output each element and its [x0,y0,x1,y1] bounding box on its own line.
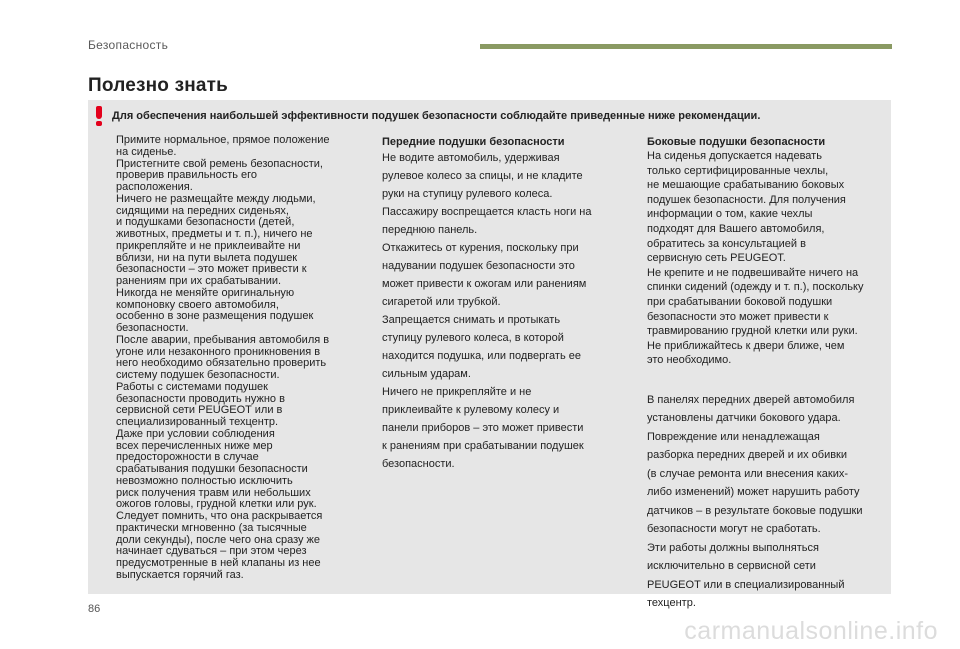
text-line: переднюю панель. [382,224,478,236]
text-line: Не водите автомобиль, удерживая [382,152,560,164]
text-line: исключительно в сервисной сети [647,560,816,573]
text-line: предосторожности в случае [116,451,259,464]
section-accent-bar [480,44,892,49]
column-front-airbags [382,135,622,473]
text-line: На сиденья допускается надевать [647,150,822,162]
text-line: вблизи, ни на пути вылета подушек [116,251,298,264]
text-line: (в случае ремонта или внесения каких- [647,467,849,480]
exclamation-icon [94,106,104,126]
text-line: обратитесь за консультацией в [647,237,806,250]
text-line: надувании подушек безопасности это [382,260,575,272]
text-line: рулевое колесо за спицы, и не кладите [382,170,583,182]
column-side-airbags [647,135,887,613]
text-line: Пассажиру воспрещается класть ноги на [382,206,592,218]
text-line: не мешающие срабатыванию боковых [647,179,845,192]
text-line: животных, предметы и т. п.), ничего не [116,228,313,240]
section-header: Безопасность [88,38,169,52]
side-airbags-body [647,149,887,368]
text-line: сигаретой или трубкой. [382,296,501,308]
text-line: безопасности. [116,322,189,334]
text-line: подходят для Вашего автомобиля, [647,222,825,235]
text-line: руки на ступицу рулевого колеса. [382,188,553,200]
text-line: находится подушка, или подвергать ее [382,350,581,362]
text-line: Пристегните свой ремень безопасности, [116,157,323,170]
text-line: ранениям при их срабатывании. [116,275,282,287]
text-line: практически мгновенно (за тысячные [116,521,307,534]
text-line: Даже при условии соблюдения [116,427,275,440]
text-line: срабатывания подушки безопасности [116,463,308,475]
text-line: сильным ударам. [382,368,471,380]
text-line: ожогов головы, грудной клетки или рук. [116,498,317,511]
text-line: Эти работы должны выполняться [647,541,819,554]
text-line: PEUGEOT или в специализированный [647,578,845,591]
side-airbags-heading: Боковые подушки безопасности [647,136,826,148]
column-general [116,135,356,582]
text-line: выпускается горячий газ. [116,568,244,581]
text-line: угоне или незаконного проникновения в [116,345,321,358]
text-line: безопасности. [382,458,455,470]
text-line: Никогда не меняйте оригинальную [116,286,295,299]
text-line: сервисной сети PEUGEOT или в [116,404,283,417]
text-line: Примите нормальное, прямое положение [116,134,330,146]
text-line: и подушками безопасности (детей, [116,216,295,229]
text-line: Не приближайтесь к двери ближе, чем [647,339,845,352]
text-line: него необходимо обязательно проверить [116,357,327,370]
text-line: невозможно полностью исключить [116,474,293,487]
text-line: риск получения травм или небольших [116,486,311,499]
text-line: Откажитесь от курения, поскольку при [382,242,579,254]
text-line: к ранениям при срабатывании подушек [382,440,584,452]
text-line: сервисную сеть PEUGEOT. [647,252,786,265]
text-line: подушек безопасности. Для получения [647,193,846,206]
column-general-body [116,135,356,582]
text-line: травмированию грудной клетки или руки. [647,325,858,338]
text-line: ступицу рулевого колеса, в которой [382,332,564,344]
text-line: безопасности проводить нужно в [116,392,285,405]
text-line: После аварии, пребывания автомобиля в [116,333,330,346]
text-line: только сертифицированные чехлы, [647,164,829,177]
text-line: предусмотренные в ней клапаны из нее [116,557,321,569]
front-airbags-body [382,149,622,473]
text-line: это необходимо. [647,354,732,367]
text-line: Запрещается снимать и протыкать [382,314,561,326]
page-title: Полезно знать [88,75,229,96]
text-line: всех перечисленных ниже мер [116,439,273,452]
warning-text: Для обеспечения наибольшей эффективности подушек безопасности соблюдайте приведенные ниже рекомендации. [112,110,761,122]
text-line: расположения. [116,181,193,193]
text-line: сидящими на передних сиденьях, [116,204,289,217]
text-line: при срабатывании боковой подушки [647,295,833,308]
text-line: Ничего не прикрепляйте и не [382,386,532,398]
text-line: Не крепите и не подвешивайте ничего на [647,266,859,279]
text-line: специализированный техцентр. [116,416,279,428]
text-line: систему подушек безопасности. [116,369,280,381]
text-line: особенно в зоне размещения подушек [116,310,314,323]
text-line: Работы с системами подушек [116,380,268,393]
text-line: установлены датчики бокового удара. [647,412,841,425]
text-line: безопасности – это может привести к [116,263,307,276]
text-line: компоновку своего автомобиля, [116,298,279,311]
text-line: проверив правильность его [116,169,258,182]
text-line: начинает сдуваться – при этом через [116,545,307,558]
text-line: приклеивайте к рулевому колесу и [382,404,560,416]
watermark: carmanualsonline.info [684,617,938,645]
text-line: Ничего не размещайте между людьми, [116,192,316,205]
text-line: доли секунды), после чего она сразу же [116,533,321,546]
text-line: спинки сидений (одежду и т. п.), поскольку [647,281,864,294]
text-line: панели приборов – это может привести [382,422,584,434]
text-line: разборка передних дверей и их обивки [647,449,848,462]
text-line: может привести к ожогам или ранениям [382,278,587,290]
text-line: безопасности могут не сработать. [647,523,821,536]
text-line: на сиденье. [116,145,177,158]
front-airbags-heading: Передние подушки безопасности [382,136,565,148]
text-line: безопасности это может привести к [647,310,829,323]
text-line: информации о том, какие чехлы [647,208,813,221]
text-line: Повреждение или ненадлежащая [647,430,820,443]
text-line: Следует помнить, что она раскрывается [116,510,323,522]
text-line: либо изменений) может нарушить работу [647,486,860,499]
text-line: прикрепляйте и не приклеивайте ни [116,239,301,252]
page-number: 86 [88,603,101,615]
text-line: В панелях передних дверей автомобиля [647,393,855,406]
text-line: техцентр. [647,597,696,610]
door-sensors-body [647,391,887,613]
text-line: датчиков – в результате боковые подушки [647,504,863,517]
